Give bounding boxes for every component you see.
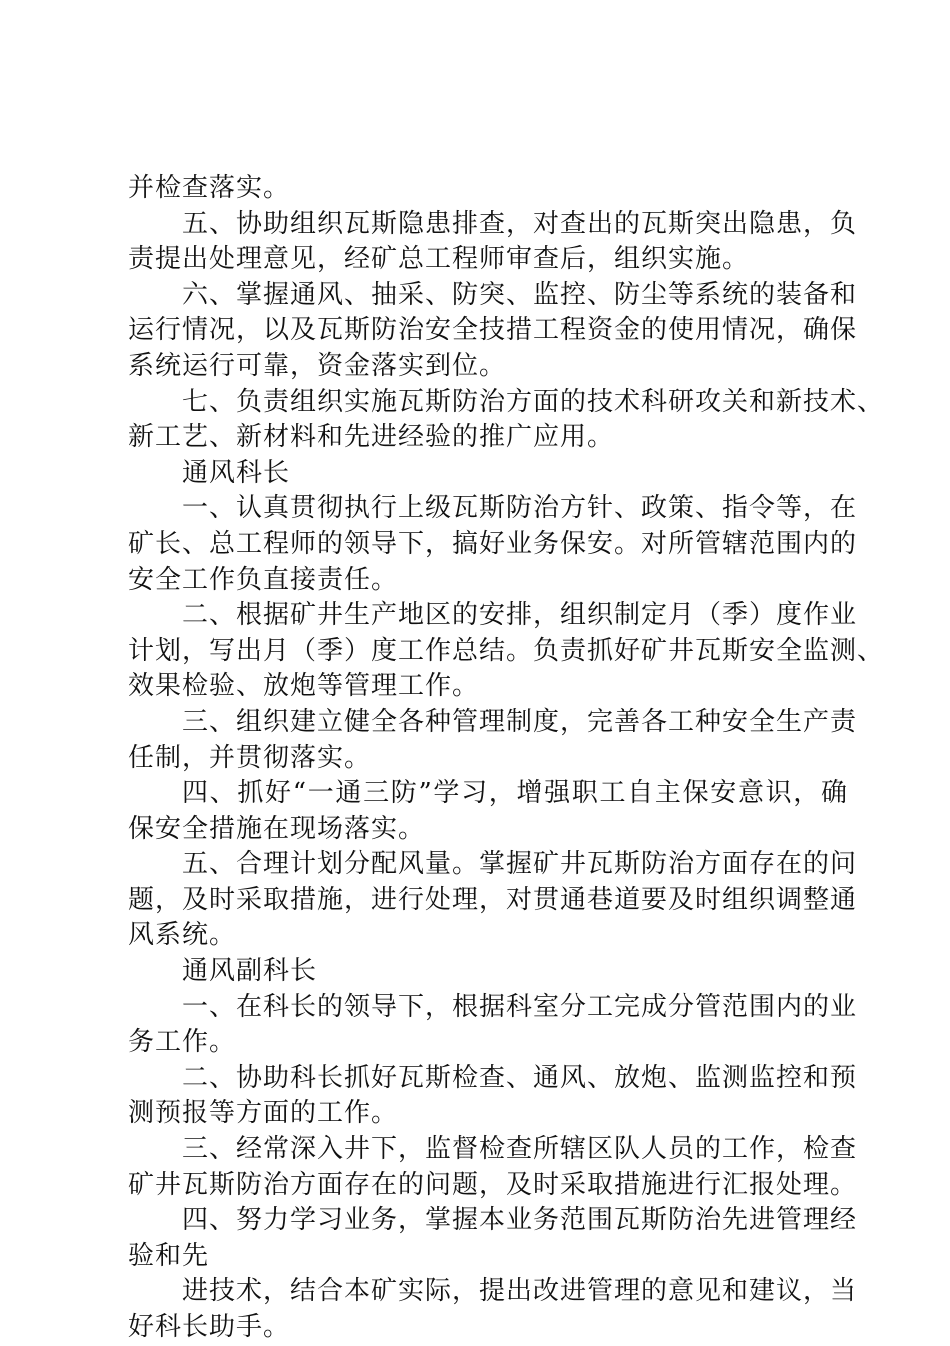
- text-line: 三、经常深入井下，监督检查所辖区队人员的工作，检查: [182, 1134, 858, 1165]
- text-line: 矿井瓦斯防治方面存在的问题，及时采取措施进行汇报处理。: [128, 1169, 858, 1200]
- document-body: [128, 171, 885, 1346]
- text-line: 一、在科长的领导下，根据科室分工完成分管范围内的业: [182, 991, 858, 1022]
- text-line: 二、根据矿井生产地区的安排，组织制定月（季）度作业: [182, 600, 858, 631]
- text-line: 题，及时采取措施，进行处理，对贯通巷道要及时组织调整通: [128, 884, 858, 915]
- text-line: 五、合理计划分配风量。掌握矿井瓦斯防治方面存在的问: [182, 849, 858, 880]
- text-line: 运行情况，以及瓦斯防治安全技措工程资金的使用情况，确保: [128, 315, 858, 346]
- text-line: 矿长、总工程师的领导下，搞好业务保安。对所管辖范围内的: [128, 528, 858, 559]
- text-line: 好科长助手。: [128, 1312, 291, 1342]
- text-line: 系统运行可靠，资金落实到位。: [128, 350, 507, 381]
- text-line: 保安全措施在现场落实。: [128, 813, 426, 844]
- text-line: 验和先: [128, 1240, 210, 1271]
- text-line: 任制，并贯彻落实。: [128, 742, 372, 773]
- text-line: 风系统。: [128, 920, 237, 951]
- text-line: 六、掌握通风、抽采、防突、监控、防尘等系统的装备和: [182, 279, 858, 310]
- text-line: 通风科长: [182, 457, 291, 488]
- text-line: 七、负责组织实施瓦斯防治方面的技术科研攻关和新技术、: [182, 386, 885, 417]
- text-line: 并检查落实。: [128, 173, 291, 203]
- text-line: 二、协助科长抓好瓦斯检查、通风、放炮、监测监控和预: [182, 1062, 858, 1093]
- text-line: 计划，写出月（季）度工作总结。负责抓好矿井瓦斯安全监测、: [128, 635, 885, 666]
- text-line: 三、组织建立健全各种管理制度，完善各工种安全生产责: [182, 706, 858, 737]
- text-line: 通风副科长: [182, 956, 318, 987]
- text-line: 测预报等方面的工作。: [128, 1098, 399, 1129]
- text-line: 安全工作负直接责任。: [128, 564, 399, 595]
- text-line: 新工艺、新材料和先进经验的推广应用。: [128, 422, 615, 453]
- text-line: 务工作。: [128, 1027, 237, 1058]
- text-line: 效果检验、放炮等管理工作。: [128, 671, 480, 702]
- text-line: 五、协助组织瓦斯隐患排查，对查出的瓦斯突出隐患，负: [182, 208, 858, 239]
- text-line: 四、抓好“一通三防”学习，增强职工自主保安意识，确: [182, 778, 848, 809]
- text-line: 四、努力学习业务，掌握本业务范围瓦斯防治先进管理经: [182, 1205, 858, 1236]
- text-line: 一、认真贯彻执行上级瓦斯防治方针、政策、指令等，在: [182, 493, 858, 524]
- text-line: 责提出处理意见，经矿总工程师审查后，组织实施。: [128, 244, 750, 275]
- text-line: 进技术，结合本矿实际，提出改进管理的意见和建议，当: [182, 1276, 858, 1307]
